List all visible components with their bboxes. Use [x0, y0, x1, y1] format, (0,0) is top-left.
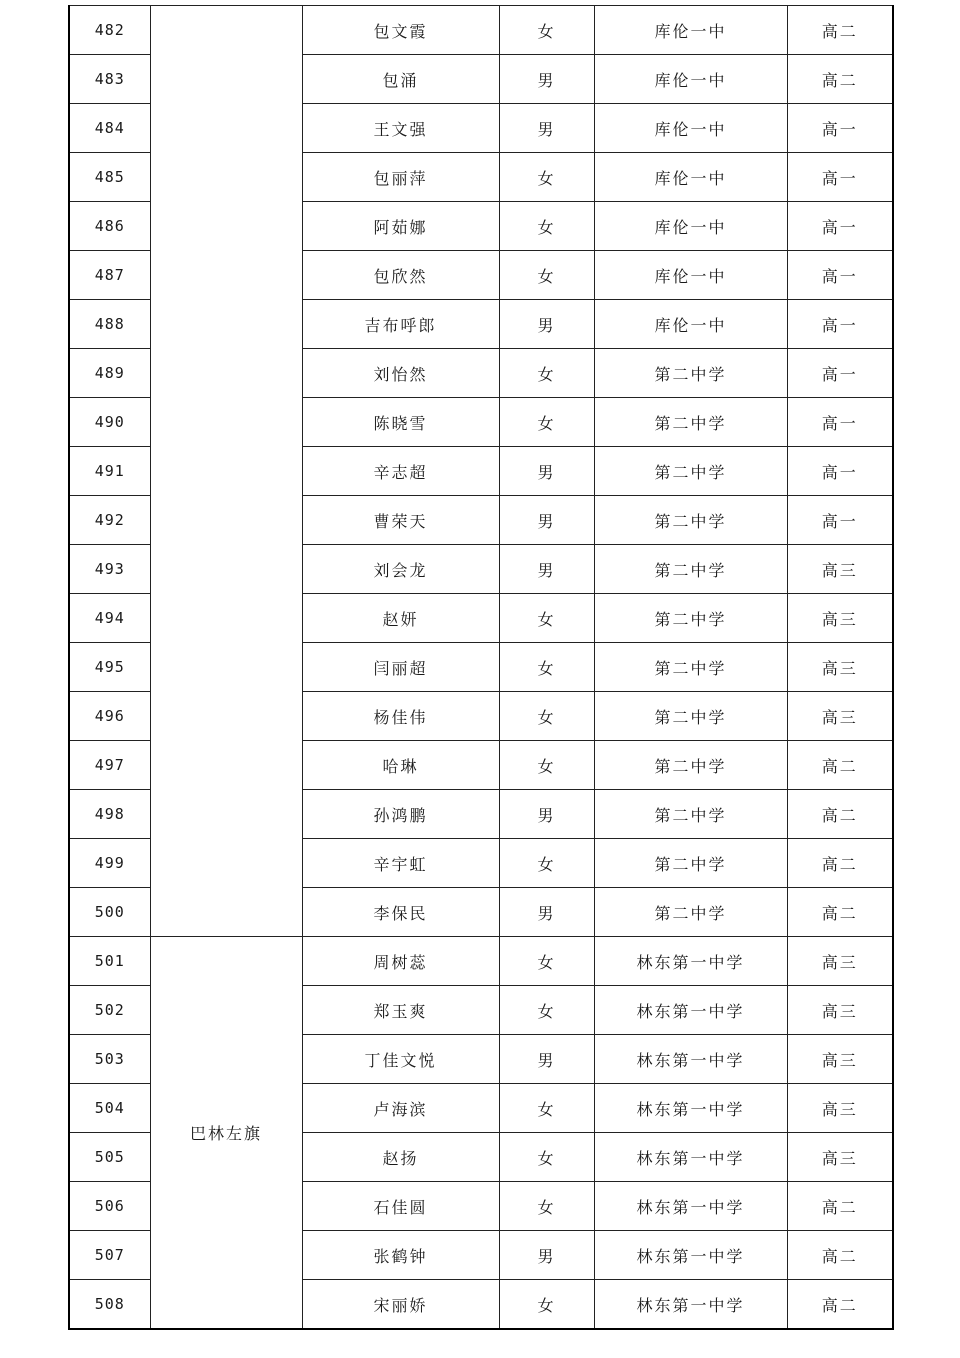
student-name: 刘怡然 — [302, 349, 499, 398]
row-number: 504 — [69, 1084, 150, 1133]
student-gender: 男 — [499, 55, 594, 104]
school-name: 林东第一中学 — [594, 1280, 787, 1330]
row-number: 490 — [69, 398, 150, 447]
school-name: 林东第一中学 — [594, 1035, 787, 1084]
student-gender: 女 — [499, 202, 594, 251]
student-gender: 女 — [499, 986, 594, 1035]
grade-level: 高二 — [787, 741, 893, 790]
row-number: 483 — [69, 55, 150, 104]
student-name: 哈琳 — [302, 741, 499, 790]
school-name: 第二中学 — [594, 496, 787, 545]
grade-level: 高二 — [787, 1231, 893, 1280]
student-gender: 女 — [499, 839, 594, 888]
table-row — [69, 6, 893, 55]
student-gender: 男 — [499, 1035, 594, 1084]
row-number: 497 — [69, 741, 150, 790]
school-name: 第二中学 — [594, 888, 787, 937]
row-number: 487 — [69, 251, 150, 300]
student-gender: 女 — [499, 741, 594, 790]
school-name: 林东第一中学 — [594, 1182, 787, 1231]
grade-level: 高一 — [787, 447, 893, 496]
student-name: 阿茹娜 — [302, 202, 499, 251]
student-name: 陈晓雪 — [302, 398, 499, 447]
student-name: 李保民 — [302, 888, 499, 937]
student-gender: 女 — [499, 153, 594, 202]
student-name: 杨佳伟 — [302, 692, 499, 741]
student-gender: 女 — [499, 692, 594, 741]
grade-level: 高一 — [787, 349, 893, 398]
student-name: 包丽萍 — [302, 153, 499, 202]
row-number: 505 — [69, 1133, 150, 1182]
grade-level: 高三 — [787, 1133, 893, 1182]
school-name: 第二中学 — [594, 545, 787, 594]
student-name: 张鹤钟 — [302, 1231, 499, 1280]
grade-level: 高二 — [787, 888, 893, 937]
student-name: 包欣然 — [302, 251, 499, 300]
region-cell: 巴林左旗 — [150, 937, 302, 1330]
grade-level: 高一 — [787, 398, 893, 447]
school-name: 库伦一中 — [594, 251, 787, 300]
row-number: 502 — [69, 986, 150, 1035]
school-name: 第二中学 — [594, 741, 787, 790]
row-number: 484 — [69, 104, 150, 153]
grade-level: 高三 — [787, 1084, 893, 1133]
student-name: 王文强 — [302, 104, 499, 153]
school-name: 林东第一中学 — [594, 1133, 787, 1182]
student-name: 辛宇虹 — [302, 839, 499, 888]
student-gender: 女 — [499, 398, 594, 447]
grade-level: 高一 — [787, 300, 893, 349]
grade-level: 高二 — [787, 6, 893, 55]
student-gender: 女 — [499, 937, 594, 986]
student-name: 石佳圆 — [302, 1182, 499, 1231]
school-name: 第二中学 — [594, 447, 787, 496]
student-name: 包涌 — [302, 55, 499, 104]
student-gender: 男 — [499, 447, 594, 496]
student-name: 辛志超 — [302, 447, 499, 496]
student-gender: 男 — [499, 496, 594, 545]
row-number: 498 — [69, 790, 150, 839]
row-number: 506 — [69, 1182, 150, 1231]
student-name: 赵妍 — [302, 594, 499, 643]
grade-level: 高一 — [787, 104, 893, 153]
row-number: 493 — [69, 545, 150, 594]
grade-level: 高二 — [787, 790, 893, 839]
row-number: 501 — [69, 937, 150, 986]
student-gender: 女 — [499, 643, 594, 692]
student-gender: 男 — [499, 300, 594, 349]
student-gender: 女 — [499, 1084, 594, 1133]
student-roster-table — [68, 5, 894, 1330]
school-name: 第二中学 — [594, 839, 787, 888]
school-name: 第二中学 — [594, 692, 787, 741]
grade-level: 高一 — [787, 153, 893, 202]
grade-level: 高三 — [787, 545, 893, 594]
school-name: 林东第一中学 — [594, 1231, 787, 1280]
grade-level: 高三 — [787, 937, 893, 986]
student-gender: 男 — [499, 545, 594, 594]
student-gender: 女 — [499, 6, 594, 55]
grade-level: 高三 — [787, 692, 893, 741]
region-cell — [150, 6, 302, 937]
grade-level: 高二 — [787, 1182, 893, 1231]
row-number: 492 — [69, 496, 150, 545]
student-gender: 女 — [499, 1280, 594, 1330]
grade-level: 高二 — [787, 1280, 893, 1330]
student-name: 郑玉爽 — [302, 986, 499, 1035]
student-gender: 女 — [499, 349, 594, 398]
student-name: 宋丽娇 — [302, 1280, 499, 1330]
student-name: 卢海滨 — [302, 1084, 499, 1133]
student-name: 周树蕊 — [302, 937, 499, 986]
school-name: 库伦一中 — [594, 104, 787, 153]
row-number: 494 — [69, 594, 150, 643]
row-number: 489 — [69, 349, 150, 398]
student-name: 赵扬 — [302, 1133, 499, 1182]
grade-level: 高一 — [787, 251, 893, 300]
student-gender: 男 — [499, 888, 594, 937]
student-name: 包文霞 — [302, 6, 499, 55]
student-name: 丁佳文悦 — [302, 1035, 499, 1084]
student-name: 闫丽超 — [302, 643, 499, 692]
school-name: 库伦一中 — [594, 55, 787, 104]
student-gender: 女 — [499, 1182, 594, 1231]
student-name: 吉布呼郎 — [302, 300, 499, 349]
row-number: 485 — [69, 153, 150, 202]
school-name: 库伦一中 — [594, 153, 787, 202]
grade-level: 高一 — [787, 202, 893, 251]
grade-level: 高三 — [787, 1035, 893, 1084]
student-name: 曹荣天 — [302, 496, 499, 545]
row-number: 486 — [69, 202, 150, 251]
row-number: 499 — [69, 839, 150, 888]
student-name: 刘会龙 — [302, 545, 499, 594]
student-gender: 女 — [499, 594, 594, 643]
school-name: 库伦一中 — [594, 6, 787, 55]
student-gender: 女 — [499, 251, 594, 300]
school-name: 库伦一中 — [594, 202, 787, 251]
row-number: 491 — [69, 447, 150, 496]
school-name: 第二中学 — [594, 790, 787, 839]
school-name: 林东第一中学 — [594, 986, 787, 1035]
grade-level: 高三 — [787, 594, 893, 643]
school-name: 第二中学 — [594, 398, 787, 447]
school-name: 林东第一中学 — [594, 937, 787, 986]
row-number: 508 — [69, 1280, 150, 1330]
grade-level: 高一 — [787, 496, 893, 545]
row-number: 482 — [69, 6, 150, 55]
school-name: 林东第一中学 — [594, 1084, 787, 1133]
row-number: 496 — [69, 692, 150, 741]
row-number: 495 — [69, 643, 150, 692]
student-name: 孙鸿鹏 — [302, 790, 499, 839]
school-name: 第二中学 — [594, 643, 787, 692]
grade-level: 高二 — [787, 55, 893, 104]
student-gender: 男 — [499, 1231, 594, 1280]
grade-level: 高二 — [787, 839, 893, 888]
grade-level: 高三 — [787, 986, 893, 1035]
row-number: 503 — [69, 1035, 150, 1084]
row-number: 507 — [69, 1231, 150, 1280]
roster-body — [69, 6, 893, 1330]
grade-level: 高三 — [787, 643, 893, 692]
table-row — [69, 937, 893, 986]
row-number: 500 — [69, 888, 150, 937]
student-gender: 男 — [499, 790, 594, 839]
school-name: 第二中学 — [594, 349, 787, 398]
student-gender: 男 — [499, 104, 594, 153]
school-name: 第二中学 — [594, 594, 787, 643]
school-name: 库伦一中 — [594, 300, 787, 349]
student-gender: 女 — [499, 1133, 594, 1182]
row-number: 488 — [69, 300, 150, 349]
